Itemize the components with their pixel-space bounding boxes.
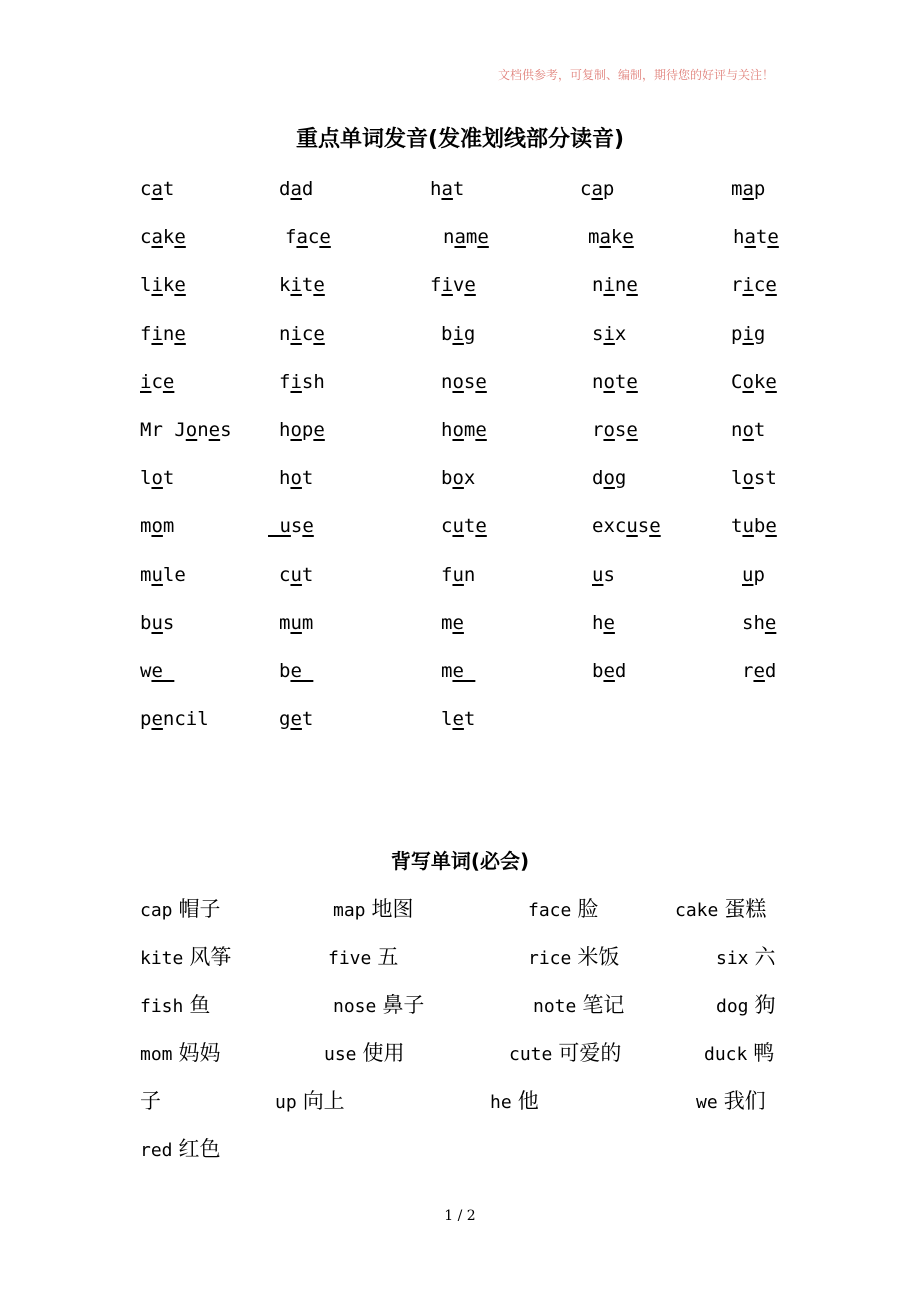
pronunciation-word: lot: [140, 467, 175, 489]
vocabulary-item: [333, 992, 424, 1020]
vocabulary-english: he: [490, 1092, 512, 1113]
pronunciation-word: fine: [140, 323, 186, 345]
pronunciation-word: me: [441, 612, 464, 634]
section-title-memorize: 背写单词(必会): [390, 849, 530, 873]
pronunciation-word: we: [140, 660, 175, 682]
pronunciation-word: mom: [140, 515, 175, 537]
pronunciation-word: rose: [592, 419, 638, 441]
vocabulary-item: [324, 1040, 405, 1068]
pronunciation-word: cute: [441, 515, 487, 537]
pronunciation-word: dog: [592, 467, 627, 489]
vocabulary-item: [333, 896, 414, 924]
pronunciation-word: use: [268, 515, 314, 537]
vocabulary-english: dog: [716, 996, 749, 1017]
vocabulary-item: [140, 1040, 221, 1068]
pronunciation-word: map: [731, 178, 766, 200]
vocabulary-english: red: [140, 1140, 173, 1161]
vocabulary-chinese: 帽子: [178, 897, 221, 921]
vocabulary-item: [140, 1136, 221, 1164]
vocabulary-chinese: 向上: [302, 1089, 345, 1113]
pronunciation-word: five: [430, 274, 476, 296]
pronunciation-word: mum: [279, 612, 314, 634]
pronunciation-word: like: [140, 274, 186, 296]
pronunciation-word: up: [742, 564, 765, 586]
pronunciation-word: name: [443, 226, 489, 248]
vocabulary-english: cute: [509, 1044, 553, 1065]
vocabulary-item: [490, 1088, 539, 1116]
vocabulary-chinese: 子: [140, 1089, 161, 1113]
pronunciation-word: she: [742, 612, 777, 634]
pronunciation-word: Mr Jones: [140, 419, 232, 441]
pronunciation-word: lost: [731, 467, 777, 489]
pronunciation-word: note: [592, 371, 638, 393]
pronunciation-word: cat: [140, 178, 175, 200]
pronunciation-word: be: [279, 660, 314, 682]
vocabulary-chinese: 可爱的: [558, 1041, 622, 1065]
vocabulary-english: kite: [140, 948, 184, 969]
pronunciation-word: kite: [279, 274, 325, 296]
pronunciation-word: me: [441, 660, 476, 682]
vocabulary-english: five: [328, 948, 372, 969]
pronunciation-word: red: [742, 660, 777, 682]
vocabulary-chinese: 他: [517, 1089, 539, 1113]
pronunciation-word: dad: [279, 178, 314, 200]
pronunciation-word: he: [592, 612, 615, 634]
pronunciation-word: face: [285, 226, 331, 248]
pronunciation-word: pig: [731, 323, 766, 345]
vocabulary-item: [696, 1088, 766, 1116]
pronunciation-word: tube: [731, 515, 777, 537]
vocabulary-item: [528, 944, 619, 972]
header-note: 文档供参考，可复制、编制，期待您的好评与关注！: [497, 68, 774, 82]
vocabulary-item: [716, 992, 776, 1020]
vocabulary-english: up: [275, 1092, 297, 1113]
vocabulary-chinese: 笔记: [582, 993, 625, 1017]
pronunciation-word: nice: [279, 323, 325, 345]
pronunciation-word: home: [441, 419, 487, 441]
pronunciation-word: big: [441, 323, 476, 345]
vocabulary-item: [704, 1040, 774, 1068]
pronunciation-word: six: [592, 323, 627, 345]
vocabulary-item: [140, 944, 231, 972]
pronunciation-word: cap: [580, 178, 615, 200]
vocabulary-chinese: 红色: [178, 1137, 221, 1161]
pronunciation-word: not: [731, 419, 766, 441]
vocabulary-english: map: [333, 900, 366, 921]
vocabulary-item: [528, 896, 598, 924]
pronunciation-word: nose: [441, 371, 487, 393]
vocabulary-item: [675, 896, 766, 924]
pronunciation-word: pencil: [140, 708, 209, 730]
vocabulary-english: cake: [675, 900, 719, 921]
pronunciation-word: excuse: [592, 515, 661, 537]
vocabulary-english: six: [716, 948, 749, 969]
pronunciation-word: mule: [140, 564, 186, 586]
vocabulary-english: cap: [140, 900, 173, 921]
vocabulary-item: [328, 944, 398, 972]
vocabulary-chinese: 鱼: [189, 993, 211, 1017]
pronunciation-word: Coke: [731, 371, 777, 393]
vocabulary-chinese: 米饭: [577, 945, 620, 969]
pronunciation-word: make: [588, 226, 634, 248]
vocabulary-chinese: 五: [377, 945, 399, 969]
vocabulary-english: face: [528, 900, 572, 921]
vocabulary-chinese: 鸭: [753, 1041, 775, 1065]
vocabulary-chinese: 蛋糕: [724, 897, 767, 921]
vocabulary-item: [275, 1088, 345, 1116]
vocabulary-chinese: 风筝: [189, 945, 232, 969]
vocabulary-item: [716, 944, 776, 972]
vocabulary-english: nose: [333, 996, 377, 1017]
page-number: 1 / 2: [444, 1208, 476, 1224]
pronunciation-word: fish: [279, 371, 325, 393]
section-title-pronunciation: 重点单词发音(发准划线部分读音): [295, 127, 625, 152]
vocabulary-item: [140, 1088, 161, 1116]
pronunciation-word: fun: [441, 564, 476, 586]
pronunciation-word: hat: [430, 178, 465, 200]
vocabulary-english: use: [324, 1044, 357, 1065]
vocabulary-english: rice: [528, 948, 572, 969]
vocabulary-english: fish: [140, 996, 184, 1017]
pronunciation-word: hope: [279, 419, 325, 441]
vocabulary-chinese: 地图: [371, 897, 414, 921]
vocabulary-chinese: 妈妈: [178, 1041, 221, 1065]
pronunciation-word: hot: [279, 467, 314, 489]
vocabulary-english: mom: [140, 1044, 173, 1065]
vocabulary-english: note: [533, 996, 577, 1017]
pronunciation-word: cake: [140, 226, 186, 248]
pronunciation-word: cut: [279, 564, 314, 586]
pronunciation-word: nine: [592, 274, 638, 296]
vocabulary-item: [140, 896, 221, 924]
vocabulary-chinese: 我们: [723, 1089, 766, 1113]
vocabulary-chinese: 六: [754, 945, 776, 969]
pronunciation-word: hate: [733, 226, 779, 248]
pronunciation-word: bus: [140, 612, 175, 634]
vocabulary-chinese: 使用: [362, 1041, 405, 1065]
pronunciation-word: bed: [592, 660, 627, 682]
pronunciation-word: rice: [731, 274, 777, 296]
vocabulary-chinese: 脸: [577, 897, 599, 921]
vocabulary-chinese: 鼻子: [382, 993, 425, 1017]
pronunciation-word: box: [441, 467, 476, 489]
vocabulary-item: [509, 1040, 621, 1068]
vocabulary-item: [140, 992, 210, 1020]
vocabulary-chinese: 狗: [754, 993, 776, 1017]
vocabulary-english: we: [696, 1092, 718, 1113]
pronunciation-word: ice: [140, 371, 175, 393]
pronunciation-word: let: [441, 708, 476, 730]
pronunciation-word: us: [592, 564, 615, 586]
vocabulary-english: duck: [704, 1044, 748, 1065]
vocabulary-item: [533, 992, 624, 1020]
pronunciation-word: get: [279, 708, 314, 730]
